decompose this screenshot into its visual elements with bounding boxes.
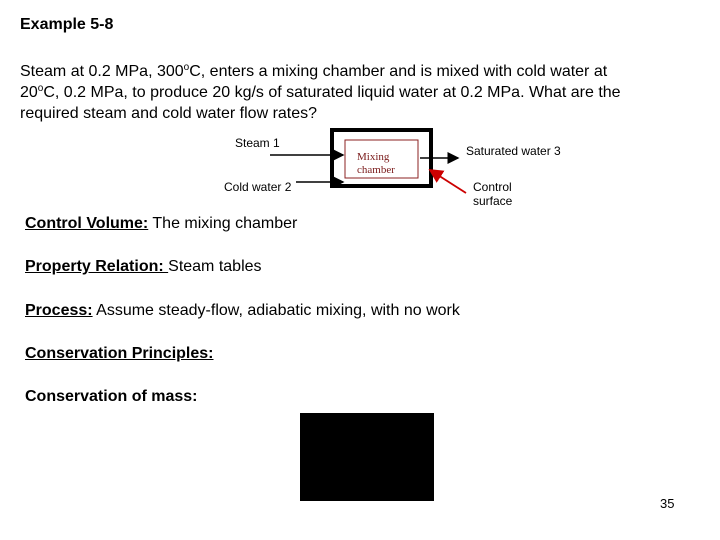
outlet-label: Saturated water 3: [466, 144, 561, 158]
conservation-of-mass-heading: Conservation of mass:: [25, 388, 198, 405]
property-relation-line: Property Relation: Steam tables: [25, 258, 262, 275]
problem-line-1: Steam at 0.2 MPa, 300$^o$C, enters a mixing chamber and is mixed with cold water at: [20, 62, 608, 80]
control-volume-line: Control Volume: The mixing chamber: [25, 215, 298, 232]
slide-title: Example 5-8: [20, 16, 114, 33]
chamber-label: Mixing chamber: [357, 151, 395, 176]
control-surface-label: Control surface: [473, 180, 513, 208]
control-surface-arrow: [430, 170, 466, 193]
page-number: 35: [660, 496, 675, 511]
cold-water-label: Cold water 2: [224, 180, 292, 194]
conservation-principles-heading: Conservation Principles:: [25, 345, 214, 362]
problem-line-2: 20$^o$C, 0.2 MPa, to produce 20 kg/s of saturated liquid water at 0.2 MPa. What are the: [20, 83, 621, 101]
process-line: Process: Assume steady-flow, adiabatic mixing, with no work: [25, 302, 460, 319]
black-image-placeholder: [300, 413, 434, 501]
problem-line-3: required steam and cold water flow rates?: [20, 105, 318, 122]
steam-inlet-label: Steam 1: [235, 136, 280, 150]
